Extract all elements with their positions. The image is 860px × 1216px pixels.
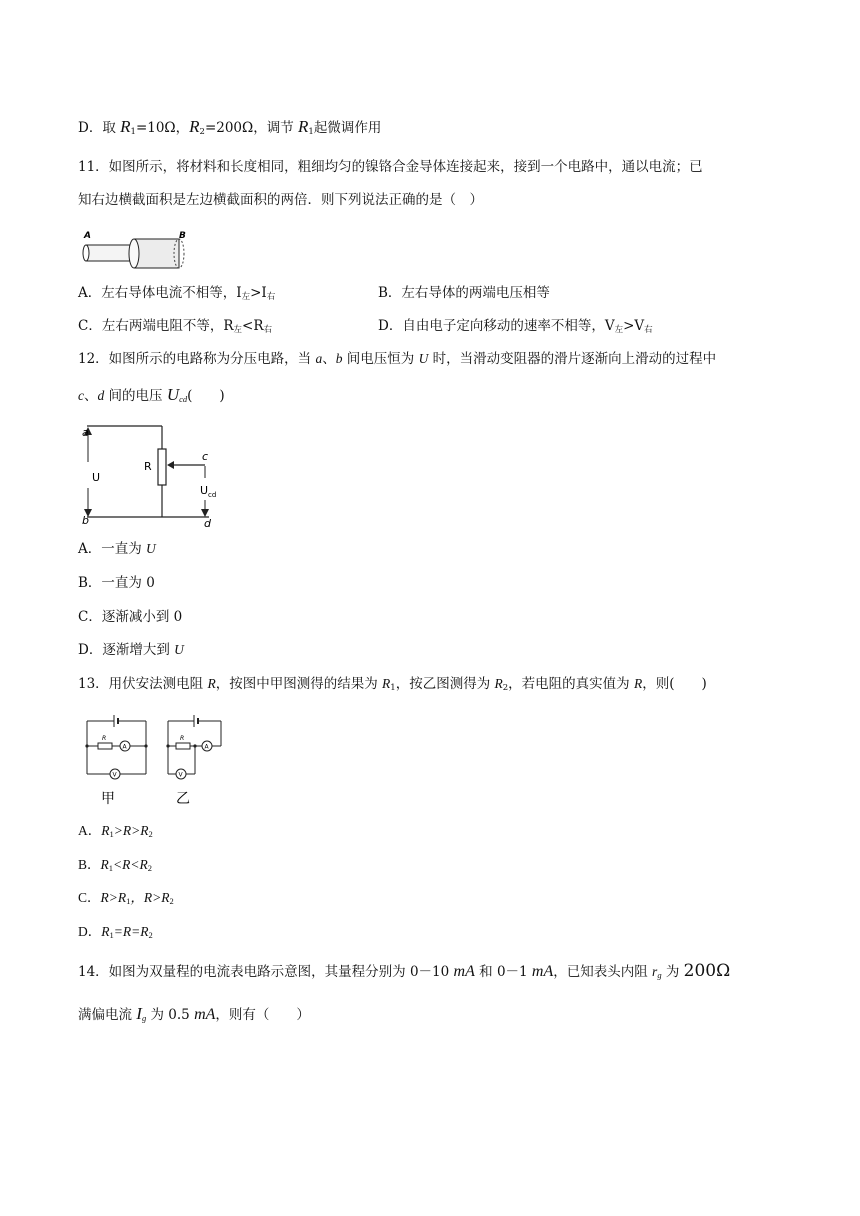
q13-label-jia: 甲 bbox=[101, 791, 115, 807]
q12-fig-c: c bbox=[202, 450, 209, 463]
q11-stem-line2: 知右边横截面积是左边横截面积的两倍．则下列说法正确的是（ ） bbox=[78, 192, 483, 208]
q12-fig-a: a bbox=[82, 426, 89, 439]
q12-option-a: A．一直为 U bbox=[78, 541, 156, 557]
q14-stem-line2: 满偏电流 $I_g$ 为 0.5 mA，则有（ ） bbox=[78, 1004, 310, 1023]
q12-stem-line1: 12．如图所示的电路称为分压电路，当 a、b 间电压恒为 U 时，当滑动变阻器的滑片逐渐向上滑动的过程中 bbox=[78, 351, 717, 367]
q13-circuits-figure bbox=[78, 708, 238, 808]
q11-option-d: D．自由电子定向移动的速率不相等，$V_左>V_右$ bbox=[378, 318, 653, 335]
q10-option-d: D．取 $R_1=10\Omega$，$R_2=200\Omega$，调节 $R_1$起微调作用 bbox=[78, 117, 382, 137]
q12-fig-d: d bbox=[204, 517, 211, 530]
q11-stem-line1: 11．如图所示，将材料和长度相同，粗细均匀的镍铬合金导体连接起来，接到一个电路中，通以电流；已 bbox=[78, 159, 703, 175]
svg-text:V: V bbox=[178, 771, 183, 779]
q12-fig-b: b bbox=[82, 514, 89, 527]
q11-option-a: A．左右导体电流不相等，$I_左>I_右$ B．左右导体的两端电压相等 bbox=[78, 285, 550, 302]
q13-option-a: A．$R_1>R>R_2$ bbox=[78, 823, 153, 839]
q11-label-b: B bbox=[179, 231, 186, 241]
svg-text:A: A bbox=[122, 743, 127, 751]
svg-text:R: R bbox=[180, 735, 185, 742]
q11-label-a: A bbox=[84, 231, 91, 241]
q11-option-c: C．左右两端电阻不等，$R_左<R_右$ D．自由电子定向移动的速率不相等，$V_左>V_右$ bbox=[78, 316, 272, 340]
q11-conductor-figure bbox=[78, 228, 193, 274]
q12-fig-r: R bbox=[144, 460, 152, 473]
q13-option-b: B．$R_1<R<R_2$ bbox=[78, 857, 152, 873]
svg-text:V: V bbox=[112, 771, 117, 779]
q12-option-c: C．逐渐减小到 0 bbox=[78, 609, 183, 625]
q12-fig-ucd-sub: cd bbox=[208, 491, 217, 499]
q13-label-yi: 乙 bbox=[176, 791, 190, 807]
q12-stem-line2: c、d 间的电压 $U_{cd}$( ) bbox=[78, 385, 225, 404]
q12-divider-circuit bbox=[78, 420, 228, 530]
q13-option-c: C．$R>R_1$，$R>R_2$ bbox=[78, 890, 174, 906]
svg-text:R: R bbox=[102, 735, 107, 742]
q13-circuit-yi bbox=[166, 715, 221, 807]
svg-text:A: A bbox=[204, 743, 209, 751]
q13-option-d: D．$R_1=R=R_2$ bbox=[78, 924, 153, 940]
q13-circuit-jia bbox=[85, 715, 147, 807]
q11-option-b: B．左右导体的两端电压相等 bbox=[378, 285, 550, 301]
q12-fig-u: U bbox=[92, 471, 101, 484]
q14-stem-line1: 14．如图为双量程的电流表电路示意图，其量程分别为 0－10 mA 和 0－1 mA，已知表头内阻 $r_g$ 为 200Ω bbox=[78, 961, 731, 981]
q12-option-b: B．一直为 0 bbox=[78, 575, 155, 591]
q12-option-d: D．逐渐增大到 U bbox=[78, 642, 184, 658]
q12-fig-ucd: U bbox=[200, 484, 209, 497]
q13-stem: 13．用伏安法测电阻 R，按图中甲图测得的结果为 $R_1$，按乙图测得为 $R_2$，若电阻的真实值为 R，则( ) bbox=[78, 676, 707, 693]
